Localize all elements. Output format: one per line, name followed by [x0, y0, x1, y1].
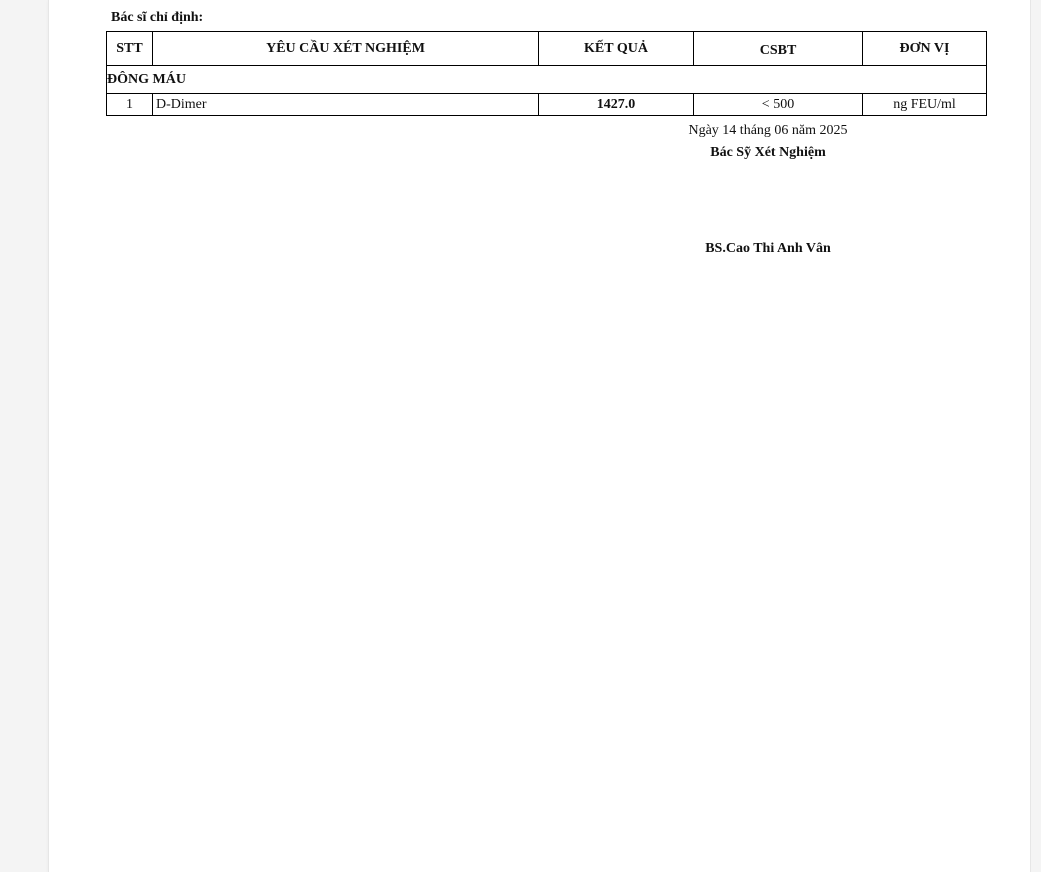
row-stt: 1 [107, 94, 153, 116]
test-group-label: ĐÔNG MÁU [107, 66, 987, 94]
header-stt: STT [107, 32, 153, 66]
row-reference-range: < 500 [694, 94, 863, 116]
table-row [107, 94, 987, 116]
row-unit: ng FEU/ml [863, 94, 987, 116]
header-result: KẾT QUẢ [539, 32, 694, 66]
table-header-row [107, 32, 987, 66]
document-page [49, 0, 1030, 872]
row-result: 1427.0 [539, 94, 694, 116]
header-test-request: YÊU CẦU XÉT NGHIỆM [153, 32, 539, 66]
viewer-right-margin [1031, 0, 1041, 872]
header-reference-range: CSBT [694, 32, 863, 66]
row-test-name: D-Dimer [153, 94, 539, 116]
signature-name: BS.Cao Thi Anh Vân [705, 241, 831, 256]
ordering-doctor-label: Bác sĩ chỉ định: [111, 10, 204, 25]
signature-title: Bác Sỹ Xét Nghiệm [710, 145, 826, 160]
signature-block [659, 120, 877, 164]
test-group-row [107, 66, 987, 94]
header-unit: ĐƠN VỊ [863, 32, 987, 66]
lab-results-table [106, 31, 987, 116]
signature-date: Ngày 14 tháng 06 năm 2025 [688, 123, 848, 138]
